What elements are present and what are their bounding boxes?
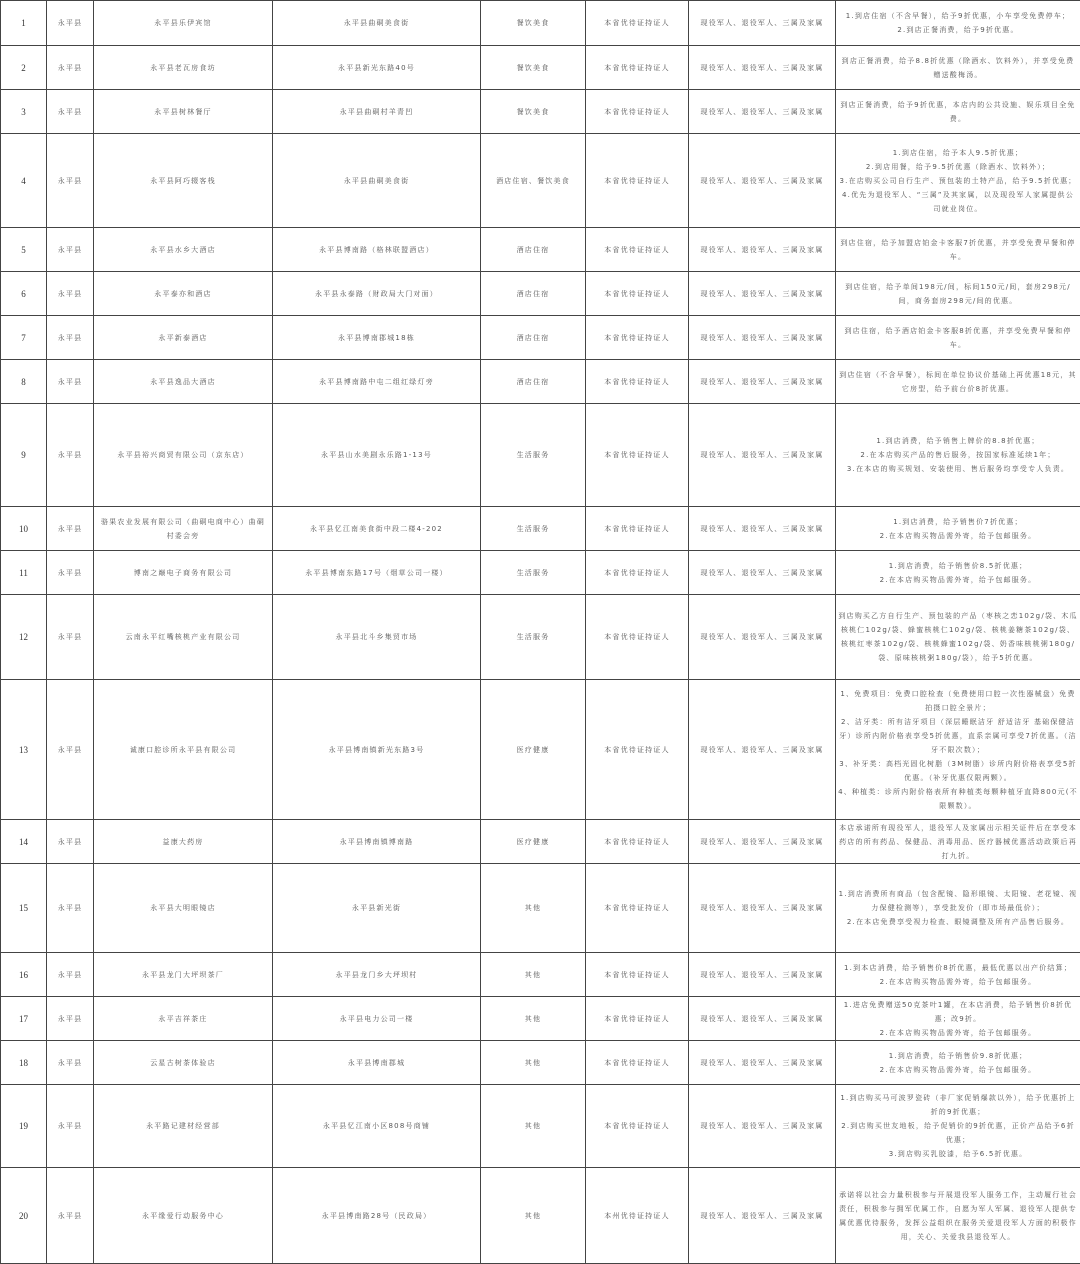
eligible-holder-cell: 本省优待证持证人 — [586, 1041, 689, 1085]
service-scope-cell: 现役军人、退役军人、三属及家属 — [689, 507, 836, 551]
service-scope-cell: 现役军人、退役军人、三属及家属 — [689, 228, 836, 272]
address-cell: 永平县博南路中屯二组红绿灯旁 — [273, 360, 481, 404]
service-scope-cell: 现役军人、退役军人、三属及家属 — [689, 551, 836, 595]
address-cell: 永平县电力公司一楼 — [273, 997, 481, 1041]
merchant-name-cell: 永平县阿巧辍客栈 — [94, 134, 273, 228]
offer-cell: 到店正餐消费，给予8.8折优惠（除酒水、饮料外），并享受免费赠送酸梅汤。 — [836, 46, 1080, 90]
table-row — [1, 820, 1080, 864]
county-cell: 永平县 — [47, 953, 94, 997]
offer-cell: 1、免费项目：免费口腔检查（免费使用口腔一次性器械盘）免费拍摄口腔全景片； 2、洁牙类：所有洁牙项目（深层睡眠洁牙 舒适洁牙 基础保健洁牙）诊所内附价格表享受5折优惠，直系亲属可享受7折优惠。（洁牙不限次数）； 3、补牙类：高档光固化树脂（3M树脂）诊所内附价格表享受5折优惠。（补牙优惠仅限两颗）。 4、种植类：诊所内附价格表所有种植类每颗种植牙直降800元(不限颗数）。 — [836, 680, 1080, 820]
service-scope-cell: 现役军人、退役军人、三属及家属 — [689, 1168, 836, 1264]
table-row — [1, 360, 1080, 404]
offer-cell: 1.到店消费，给予销售价8.5折优惠； 2.在本店购买物品需外寄，给予包邮服务。 — [836, 551, 1080, 595]
service-scope-cell: 现役军人、退役军人、三属及家属 — [689, 90, 836, 134]
table-row — [1, 1041, 1080, 1085]
address-cell: 永平县博南路28号（民政局） — [273, 1168, 481, 1264]
category-cell: 酒店住宿、餐饮美食 — [481, 134, 586, 228]
merchant-name-cell: 永平吉祥茶庄 — [94, 997, 273, 1041]
county-cell: 永平县 — [47, 864, 94, 953]
row-number-cell: 7 — [1, 316, 47, 360]
row-number-cell: 1 — [1, 1, 47, 46]
service-scope-cell: 现役军人、退役军人、三属及家属 — [689, 595, 836, 680]
eligible-holder-cell: 本省优待证持证人 — [586, 46, 689, 90]
eligible-holder-cell: 本省优待证持证人 — [586, 360, 689, 404]
merchant-name-cell: 永平新泰酒店 — [94, 316, 273, 360]
row-number-cell: 4 — [1, 134, 47, 228]
table-row — [1, 1168, 1080, 1264]
address-cell: 永平县龙门乡大坪坝村 — [273, 953, 481, 997]
merchant-name-cell: 永平县裕兴商贸有限公司（京东店） — [94, 404, 273, 507]
category-cell: 其他 — [481, 997, 586, 1041]
eligible-holder-cell: 本省优待证持证人 — [586, 953, 689, 997]
merchant-name-cell: 诚康口腔诊所永平县有限公司 — [94, 680, 273, 820]
table-row — [1, 90, 1080, 134]
eligible-holder-cell: 本省优待证持证人 — [586, 1, 689, 46]
category-cell: 其他 — [481, 953, 586, 997]
table-row — [1, 134, 1080, 228]
table-body — [1, 1, 1080, 1264]
county-cell: 永平县 — [47, 820, 94, 864]
address-cell: 永平县博南郡城 — [273, 1041, 481, 1085]
county-cell: 永平县 — [47, 404, 94, 507]
row-number-cell: 17 — [1, 997, 47, 1041]
category-cell: 餐饮美食 — [481, 1, 586, 46]
offer-cell: 到店住宿，给予酒店铂金卡客服8折优惠，并享受免费早餐和停车。 — [836, 316, 1080, 360]
eligible-holder-cell: 本省优待证持证人 — [586, 90, 689, 134]
row-number-cell: 5 — [1, 228, 47, 272]
category-cell: 酒店住宿 — [481, 360, 586, 404]
service-scope-cell: 现役军人、退役军人、三属及家属 — [689, 46, 836, 90]
eligible-holder-cell: 本省优待证持证人 — [586, 272, 689, 316]
county-cell: 永平县 — [47, 228, 94, 272]
offer-cell: 1.到店消费所有商品（包含配镜、隐形眼镜、太阳镜、老花镜、视力保健检测等），享受批发价（即市场最低价）； 2.在本店免费享受视力检查、眼镜调整及所有产品售后服务。 — [836, 864, 1080, 953]
row-number-cell: 2 — [1, 46, 47, 90]
service-scope-cell: 现役军人、退役军人、三属及家属 — [689, 272, 836, 316]
county-cell: 永平县 — [47, 595, 94, 680]
row-number-cell: 20 — [1, 1168, 47, 1264]
merchant-name-cell: 骆果农业发展有限公司（曲硐电商中心）曲硐村委会旁 — [94, 507, 273, 551]
table-row — [1, 1, 1080, 46]
address-cell: 永平县博南东路17号（烟草公司一楼） — [273, 551, 481, 595]
row-number-cell: 8 — [1, 360, 47, 404]
eligible-holder-cell: 本省优待证持证人 — [586, 864, 689, 953]
address-cell: 永平县忆江南美食街中段二楼4-202 — [273, 507, 481, 551]
table-row — [1, 316, 1080, 360]
offer-cell: 承诺将以社会力量积极参与开展退役军人服务工作，主动履行社会责任，积极参与拥军优属工作，自愿为军人军属、退役军人提供专属优惠优待服务，发挥公益组织在服务关爱退役军人方面的积极作用，关心、关爱我县退役军人。 — [836, 1168, 1080, 1264]
address-cell: 永平县忆江南小区808号商铺 — [273, 1085, 481, 1168]
address-cell: 永平县博南郡城18栋 — [273, 316, 481, 360]
merchant-name-cell: 永平县水乡大酒店 — [94, 228, 273, 272]
table-row — [1, 595, 1080, 680]
merchant-name-cell: 博南之巅电子商务有限公司 — [94, 551, 273, 595]
offer-cell: 1.到店住宿（不含早餐），给予9折优惠，小车享受免费停车； 2.到店正餐消费，给予9折优惠。 — [836, 1, 1080, 46]
merchant-name-cell: 永平县龙门大坪坝茶厂 — [94, 953, 273, 997]
county-cell: 永平县 — [47, 46, 94, 90]
service-scope-cell: 现役军人、退役军人、三属及家属 — [689, 953, 836, 997]
eligible-holder-cell: 本省优待证持证人 — [586, 820, 689, 864]
merchant-name-cell: 永平泰亦和酒店 — [94, 272, 273, 316]
merchant-name-cell: 永平县逸品大酒店 — [94, 360, 273, 404]
eligible-holder-cell: 本省优待证持证人 — [586, 228, 689, 272]
table-row — [1, 997, 1080, 1041]
county-cell: 永平县 — [47, 997, 94, 1041]
table-row — [1, 551, 1080, 595]
category-cell: 其他 — [481, 1168, 586, 1264]
county-cell: 永平县 — [47, 316, 94, 360]
service-scope-cell: 现役军人、退役军人、三属及家属 — [689, 997, 836, 1041]
offer-cell: 1.到店消费，给予销售价7折优惠； 2.在本店购买物品需外寄，给予包邮服务。 — [836, 507, 1080, 551]
offer-cell: 本店承诺所有现役军人，退役军人及家属出示相关证件后在享受本药店的所有药品、保健品、消毒用品、医疗器械优惠活动政策后再打九折。 — [836, 820, 1080, 864]
eligible-holder-cell: 本省优待证持证人 — [586, 551, 689, 595]
county-cell: 永平县 — [47, 680, 94, 820]
eligible-holder-cell: 本省优待证持证人 — [586, 316, 689, 360]
merchant-name-cell: 益康大药房 — [94, 820, 273, 864]
row-number-cell: 11 — [1, 551, 47, 595]
address-cell: 永平县曲硐美食街 — [273, 1, 481, 46]
eligible-holder-cell: 本省优待证持证人 — [586, 404, 689, 507]
address-cell: 永平县博南镇新光东路3号 — [273, 680, 481, 820]
row-number-cell: 9 — [1, 404, 47, 507]
category-cell: 酒店住宿 — [481, 316, 586, 360]
row-number-cell: 6 — [1, 272, 47, 316]
category-cell: 其他 — [481, 864, 586, 953]
category-cell: 餐饮美食 — [481, 90, 586, 134]
service-scope-cell: 现役军人、退役军人、三属及家属 — [689, 360, 836, 404]
address-cell: 永平县博南路（格林联盟酒店） — [273, 228, 481, 272]
offer-cell: 1.到店购买马可波罗瓷砖（非厂家促销爆款以外），给予优惠折上折的9折优惠； 2.到店购买世友地板，给予促销价的9折优惠，正价产品给予6折优惠； 3.到店购买乳胶漆，给予6.5折优惠。 — [836, 1085, 1080, 1168]
county-cell: 永平县 — [47, 1085, 94, 1168]
address-cell: 永平县永泰路（财政局大门对面） — [273, 272, 481, 316]
eligible-holder-cell: 本省优待证持证人 — [586, 507, 689, 551]
category-cell: 医疗健康 — [481, 680, 586, 820]
service-scope-cell: 现役军人、退役军人、三属及家属 — [689, 680, 836, 820]
county-cell: 永平县 — [47, 1041, 94, 1085]
county-cell: 永平县 — [47, 134, 94, 228]
merchant-name-cell: 永平县乐伊宾馆 — [94, 1, 273, 46]
county-cell: 永平县 — [47, 90, 94, 134]
county-cell: 永平县 — [47, 360, 94, 404]
row-number-cell: 14 — [1, 820, 47, 864]
table-row — [1, 272, 1080, 316]
merchant-name-cell: 永平县大明眼镜店 — [94, 864, 273, 953]
address-cell: 永平县博南镇博南路 — [273, 820, 481, 864]
row-number-cell: 18 — [1, 1041, 47, 1085]
offer-cell: 到店住宿，给予加盟店铂金卡客服7折优惠，并享受免费早餐和停车。 — [836, 228, 1080, 272]
offer-cell: 1.到店消费，给予销售价9.8折优惠； 2.在本店购买物品需外寄，给予包邮服务。 — [836, 1041, 1080, 1085]
category-cell: 生活服务 — [481, 507, 586, 551]
category-cell: 医疗健康 — [481, 820, 586, 864]
category-cell: 餐饮美食 — [481, 46, 586, 90]
service-scope-cell: 现役军人、退役军人、三属及家属 — [689, 820, 836, 864]
table-row — [1, 228, 1080, 272]
table-row — [1, 680, 1080, 820]
row-number-cell: 13 — [1, 680, 47, 820]
table-row — [1, 404, 1080, 507]
service-scope-cell: 现役军人、退役军人、三属及家属 — [689, 404, 836, 507]
offer-cell: 1.到本店消费，给予销售价8折优惠，最低优惠以出产价结算； 2.在本店购买物品需外寄，给予包邮服务。 — [836, 953, 1080, 997]
address-cell: 永平县曲硐美食街 — [273, 134, 481, 228]
category-cell: 其他 — [481, 1085, 586, 1168]
county-cell: 永平县 — [47, 551, 94, 595]
row-number-cell: 3 — [1, 90, 47, 134]
category-cell: 酒店住宿 — [481, 228, 586, 272]
offer-cell: 1.进店免费赠送50克茶叶1罐，在本店消费，给予销售价8折优惠；改9折。 2.在本店购买物品需外寄，给予包邮服务。 — [836, 997, 1080, 1041]
address-cell: 永平县北斗乡集贸市场 — [273, 595, 481, 680]
service-scope-cell: 现役军人、退役军人、三属及家属 — [689, 1041, 836, 1085]
table-row — [1, 864, 1080, 953]
table-row — [1, 507, 1080, 551]
county-cell: 永平县 — [47, 1, 94, 46]
row-number-cell: 12 — [1, 595, 47, 680]
offer-cell: 到店正餐消费，给予9折优惠，本店内的公共设施、娱乐项目全免费。 — [836, 90, 1080, 134]
county-cell: 永平县 — [47, 1168, 94, 1264]
category-cell: 酒店住宿 — [481, 272, 586, 316]
merchant-name-cell: 永平缘爱行动服务中心 — [94, 1168, 273, 1264]
address-cell: 永平县新光东路40号 — [273, 46, 481, 90]
eligible-holder-cell: 本州优待证持证人 — [586, 1168, 689, 1264]
offer-cell: 到店购买乙方自行生产、预包装的产品（枣核之恋102g/袋、木瓜核桃仁102g/袋、蜂蜜核桃仁102g/袋、核桃姜糖茶102g/袋、核桃红枣茶102g/袋、核桃蜂蜜102g/袋、奶香味核桃粥180g/袋、原味核桃粥180g/袋），给予5折优惠。 — [836, 595, 1080, 680]
eligible-holder-cell: 本省优待证持证人 — [586, 680, 689, 820]
county-cell: 永平县 — [47, 507, 94, 551]
eligible-holder-cell: 本省优待证持证人 — [586, 595, 689, 680]
service-scope-cell: 现役军人、退役军人、三属及家属 — [689, 1085, 836, 1168]
merchant-name-cell: 云南永平红嘴核桃产业有限公司 — [94, 595, 273, 680]
merchant-name-cell: 云星古树茶体验店 — [94, 1041, 273, 1085]
service-scope-cell: 现役军人、退役军人、三属及家属 — [689, 316, 836, 360]
service-scope-cell: 现役军人、退役军人、三属及家属 — [689, 1, 836, 46]
row-number-cell: 10 — [1, 507, 47, 551]
address-cell: 永平县新光街 — [273, 864, 481, 953]
service-scope-cell: 现役军人、退役军人、三属及家属 — [689, 134, 836, 228]
eligible-holder-cell: 本省优待证持证人 — [586, 1085, 689, 1168]
service-scope-cell: 现役军人、退役军人、三属及家属 — [689, 864, 836, 953]
offer-cell: 1.到店消费，给予销售上牌价的8.8折优惠； 2.在本店购买产品的售后服务，按国家标准延续1年； 3.在本店的购买规划、安装使用、售后服务均享受专人负责。 — [836, 404, 1080, 507]
category-cell: 生活服务 — [481, 404, 586, 507]
county-cell: 永平县 — [47, 272, 94, 316]
row-number-cell: 19 — [1, 1085, 47, 1168]
table-row — [1, 953, 1080, 997]
row-number-cell: 16 — [1, 953, 47, 997]
table-row — [1, 46, 1080, 90]
address-cell: 永平县曲硐村羊青凹 — [273, 90, 481, 134]
category-cell: 生活服务 — [481, 595, 586, 680]
eligible-holder-cell: 本省优待证持证人 — [586, 134, 689, 228]
table-row — [1, 1085, 1080, 1168]
offer-cell: 1.到店住宿，给予本人9.5折优惠； 2.到店用餐，给予9.5折优惠（除酒水、饮料外）； 3.在店购买公司自行生产、预包装的土特产品，给予9.5折优惠； 4.优先为退役军人、“三属”及其家属，以及现役军人家属提供公司就业岗位。 — [836, 134, 1080, 228]
merchant-name-cell: 永平路记建材经营部 — [94, 1085, 273, 1168]
offer-cell: 到店住宿（不含早餐），标间在单位协议价基础上再优惠18元，其它房型，给予前台价8折优惠。 — [836, 360, 1080, 404]
category-cell: 生活服务 — [481, 551, 586, 595]
merchant-name-cell: 永平县老瓦房食坊 — [94, 46, 273, 90]
row-number-cell: 15 — [1, 864, 47, 953]
offer-cell: 到店住宿，给予单间198元/间，标间150元/间，套房298元/间，商务套房298元/间的优惠。 — [836, 272, 1080, 316]
address-cell: 永平县山水美剧永乐路1-13号 — [273, 404, 481, 507]
category-cell: 其他 — [481, 1041, 586, 1085]
merchant-name-cell: 永平县树林餐厅 — [94, 90, 273, 134]
eligible-holder-cell: 本省优待证持证人 — [586, 997, 689, 1041]
